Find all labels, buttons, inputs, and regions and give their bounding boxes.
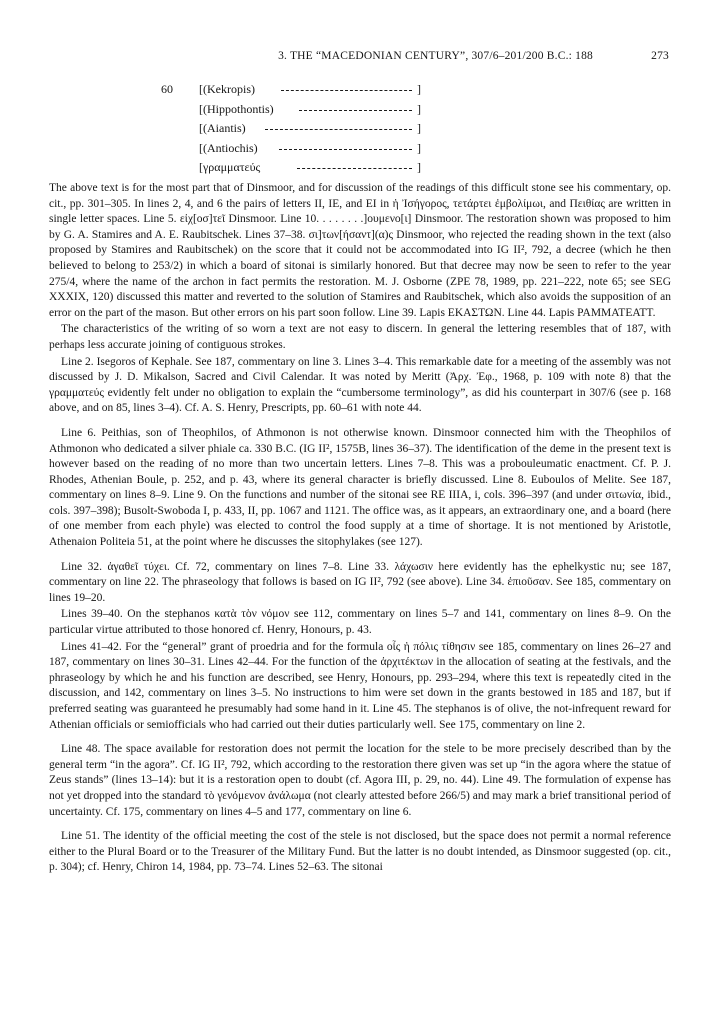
inscription-line-text: [γραμματεύς	[199, 160, 261, 175]
inscription-line	[199, 80, 439, 100]
inscription-line	[199, 100, 439, 120]
running-head	[0, 50, 719, 66]
lacuna-dashes	[297, 168, 412, 169]
inscription-line-text: [(Hippothontis)	[199, 101, 274, 116]
closing-bracket: ]	[417, 121, 421, 136]
closing-bracket: ]	[417, 82, 421, 96]
commentary-paragraph: Line 48. The space available for restoration does not permit the location for the stele to be more precisely described than by the general term “in the agora”. Cf. IG II², 792, which according to the restoration there given was set up “in the agora where the statue of Zeus stands” (lines 13–14): but it is a restoration open to doubt (cf. Agora III, p. 29, no. 44). Line 49. The formulation of expense has not yet dropped into the standard τὸ γενόμενον ἀνάλωμα (not clearly attested before 266/5) and may mark a brief transitional period of uncertainty. Cf. 175, commentary on lines 4–5 and 177, commentary on line 6.	[49, 743, 671, 818]
commentary-body	[49, 181, 671, 877]
inscription-line	[199, 119, 439, 139]
commentary-paragraph: The above text is for the most part that of Dinsmoor, and for discussion of the readings of this difficult stone see his commentary, op. cit., pp. 301–305. In lines 2, 4, and 6 the pairs of letters ΙΙ, ΙΕ, and ΕΙ in ἡ Ἰσήγορος, τετάρτει ἐμβολίμωι, and Πειθίας are written in single letter spaces. Line 5. εἰχ[οσ]τεῖ Dinsmoor. Line 10. . . . . . . .]ουμενο[ι] Dinsmoor. The restoration shown was proposed to him by G. A. Stamires and A. E. Raubitschek. Lines 37–38. σι]των[ήσαντ](α)ς Dinsmoor, who rejected the reading shown in the text (also proposed by Stamires and Raubitschek) on the score that it could not be accommodated into IG II², 792, a decree (which he then believed to belong to 253/2) in which a board of sitonai is similarly honored. But that decree may now be seen to refer to the year 275/4, where the name of the archon in fact permits the restoration. M. J. Osborne (ZPE 78, 1989, pp. 221–222, note 65; see SEG XXXIX, 120) discussed this matter and reverted to the solution of Stamires and Raubitschek, which also avoids the supposition of an error on the part of the mason. But other errors on his part soon follow. Line 39. Lapis ΕΚΑΣΤΩΝ. Line 44. Lapis ΡΑΜΜΑΤΕΑΤΤ.	[49, 182, 671, 319]
commentary-paragraph: Line 51. The identity of the official meeting the cost of the stele is not disclosed, but the space does not permit a normal reference either to the Plural Board or to the Treasurer of the Military Fund. But the latter is no doubt intended, as Dinsmoor suggested (op. cit., p. 304); cf. Henry, Chiron 14, 1984, pp. 73–74. Lines 52–63. The sitonai	[49, 830, 671, 874]
inscription-line	[199, 139, 439, 159]
commentary-paragraph: Line 32. ἀγαθεῖ τύχει. Cf. 72, commentary on lines 7–8. Line 33. λάχωσιν here evidently has the ephelkystic nu; see 187, commentary on line 22. The phraseology that follows is based on IG II², 792 (see above). Line 34. ἐπιοῦσαν. See 185, commentary on lines 19–20.	[49, 560, 671, 604]
running-head-title: 3. THE “MACEDONIAN CENTURY”, 307/6–201/200 B.C.: 188	[278, 50, 593, 62]
commentary-paragraph: Lines 39–40. On the stephanos κατὰ τὸν νόμον see 112, commentary on lines 5–7 and 141, commentary on lines 8–9. On the particular virtue attributed to those honored cf. Henry, Honours, p. 43.	[49, 608, 671, 637]
inscription-lines	[199, 80, 439, 178]
commentary-paragraph: Lines 41–42. For the “general” grant of proedria and for the formula οἷς ἡ πόλις τίθησιν see 185, commentary on lines 26–27 and 187, commentary on lines 30–31. Lines 42–44. For the function of the ἀρχιτέκτων in the allocation of seating at the festivals, and the phraseology by which he and his function are described, see Henry, Honours, pp. 293–294, where this text is repeatedly cited in the discussion, and 142, commentary on lines 3–5. No instructions to him were set down in the grants bestowed in 185 and 187, but if preferred seating was guaranteed he presumably had some hand in it. Line 45. The stephanos is of olive, the not-infrequent reward for Athenian officials or semiofficials who had carried out their duties particularly well. See 175, commentary on line 2.	[49, 640, 671, 731]
inscription-line-number: 60	[161, 82, 173, 96]
commentary-paragraph: Line 6. Peithias, son of Theophilos, of Athmonon is not otherwise known. Dinsmoor connected him with the Theophilos of Athmonon who dedicated a silver phiale ca. 330 B.C. (IG II², 1575B, lines 36–37). The identification of the deme in the present text is however based on the reading of no more than two uncertain letters. Lines 7–8. This was a probouleumatic enactment. Cf. P. J. Rhodes, Athenian Boule, p. 252, and p. 43, where its general character is briefly discussed. Line 8. Euboulos of Melite. See 187, commentary on lines 8–9. Line 9. On the functions and number of the sitonai see RE IIIA, i, cols. 396–397 (and under σιτωνία, ibid., cols. 397–398); Busolt-Swoboda I, p. 433, II, pp. 1067 and 1121. The office was, as it appears, an extraordinary one, and a board (here of one member from each phyle) was elected to control the food supply at a time of shortage. It is not mentioned by Aristotle, Athenaion Politeia 51, at the point where he discusses the sitophylakes (see 127).	[49, 426, 671, 549]
commentary-paragraph: The characteristics of the writing of so worn a text are not easy to discern. In general the lettering resembles that of 187, with perhaps less accurate joining of contiguous strokes.	[49, 323, 671, 351]
page-number: 273	[651, 50, 669, 62]
lacuna-dashes	[299, 110, 412, 111]
inscription-line-text: [(Aiantis)	[199, 121, 246, 136]
lacuna-dashes	[281, 90, 412, 91]
inscription-line-text: [(Kekropis)	[199, 82, 255, 96]
closing-bracket: ]	[417, 101, 421, 116]
lacuna-dashes	[265, 129, 412, 130]
commentary-paragraph: Line 2. Isegoros of Kephale. See 187, commentary on line 3. Lines 3–4. This remarkable date for a meeting of the assembly was not discussed by J. D. Mikalson, Sacred and Civil Calendar. It was noted by Meritt (Ἀρχ. Ἐφ., 1968, p. 109 with note 8) that the γραμματεύς evidently felt under no obligation to explain the “cumbersome terminology”, as did his counterpart in 307/6 (see p. 168 above, and on 85, lines 3–4). Cf. A. S. Henry, Prescripts, pp. 60–61 with note 44.	[49, 355, 671, 415]
lacuna-dashes	[279, 149, 412, 150]
inscription-line-text: [(Antiochis)	[199, 140, 258, 155]
inscription-line	[199, 158, 439, 178]
closing-bracket: ]	[417, 140, 421, 155]
closing-bracket: ]	[417, 160, 421, 175]
